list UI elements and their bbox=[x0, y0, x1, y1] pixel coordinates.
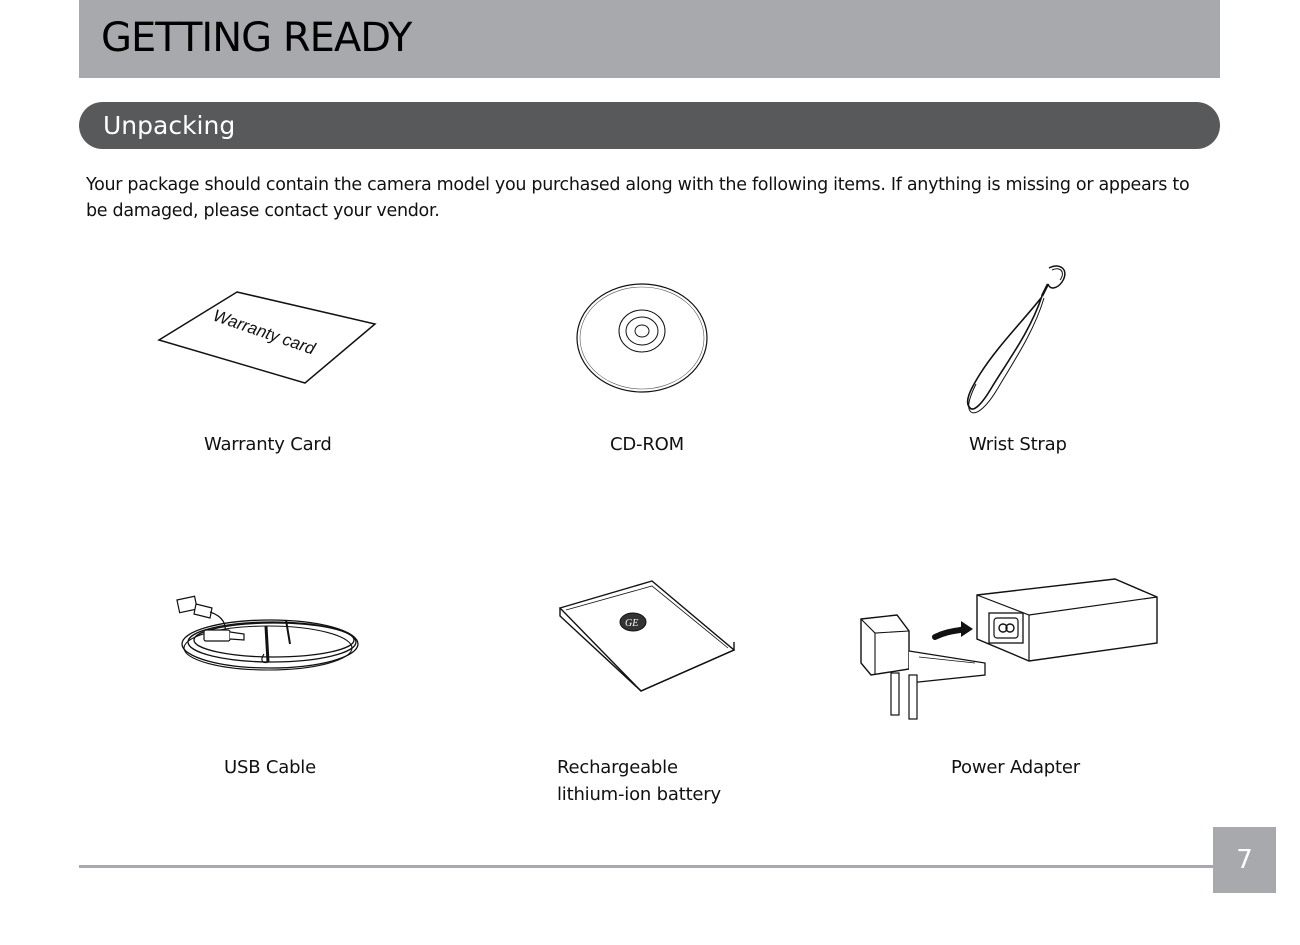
footer-divider bbox=[79, 865, 1213, 868]
cd-rom-icon bbox=[574, 282, 710, 394]
item-label-cd-rom: CD-ROM bbox=[610, 434, 684, 455]
item-label-wrist-strap: Wrist Strap bbox=[969, 434, 1067, 455]
chapter-header bbox=[79, 0, 1220, 78]
section-title: Unpacking bbox=[103, 111, 236, 140]
item-label-battery bbox=[557, 754, 721, 808]
item-label-warranty-card: Warranty Card bbox=[204, 434, 332, 455]
battery-icon bbox=[556, 578, 738, 696]
item-label-usb-cable: USB Cable bbox=[224, 757, 316, 778]
warranty-card-illustration-text: Warranty card bbox=[210, 305, 318, 359]
page-number: 7 bbox=[1236, 845, 1253, 875]
wrist-strap-icon bbox=[962, 262, 1074, 417]
item-label-battery-line1: Rechargeable bbox=[557, 757, 678, 778]
page-title: GETTING READY bbox=[101, 15, 412, 61]
section-header bbox=[79, 102, 1220, 149]
item-label-power-adapter: Power Adapter bbox=[951, 757, 1080, 778]
usb-cable-icon bbox=[172, 592, 362, 684]
item-label-battery-line2: lithium-ion battery bbox=[557, 784, 721, 805]
power-adapter-icon bbox=[857, 575, 1162, 723]
page-number-badge bbox=[1213, 827, 1276, 893]
svg-text:GE: GE bbox=[625, 618, 639, 629]
warranty-card-icon bbox=[155, 288, 380, 388]
intro-paragraph: Your package should contain the camera model you purchased along with the following items. If anything is missing or appears to be damaged, please contact your vendor. bbox=[86, 175, 1190, 221]
